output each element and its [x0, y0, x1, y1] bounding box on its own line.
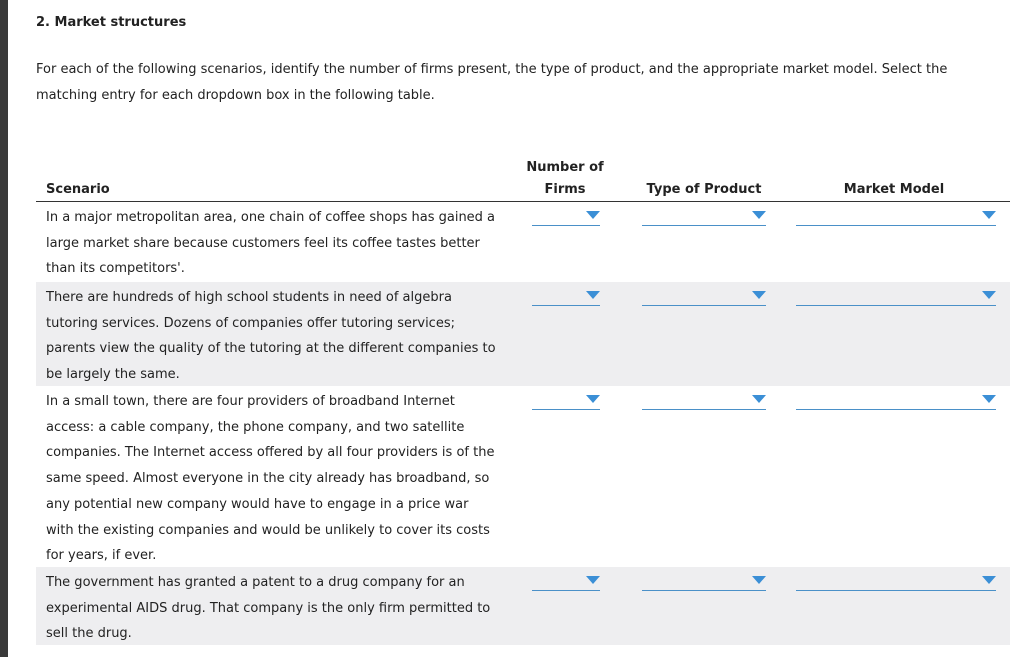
dropdown-arrow-icon[interactable] [752, 291, 766, 299]
dropdown-arrow-icon[interactable] [982, 291, 996, 299]
type-of-product-dropdown[interactable] [642, 391, 766, 410]
dropdown-arrow-icon[interactable] [752, 395, 766, 403]
header-type-of-product: Type of Product [646, 182, 762, 197]
dropdown-arrow-icon[interactable] [752, 211, 766, 219]
dropdown-arrow-icon[interactable] [586, 211, 600, 219]
dropdown-arrow-icon[interactable] [982, 211, 996, 219]
table-row [36, 202, 1010, 282]
question-instructions: For each of the following scenarios, identify the number of firms present, the type of product, and the appropriate market model. Select the matching entry for each dropdown box in the following table. [36, 62, 948, 103]
dropdown-arrow-icon[interactable] [752, 576, 766, 584]
scenario-text: There are hundreds of high school students in need of algebra tutoring services. Dozens of companies offer tutoring services; parents view the quality of the tutoring at the different companies to be largely the same. [46, 290, 496, 383]
type-of-product-dropdown[interactable] [642, 287, 766, 306]
dropdown-arrow-icon[interactable] [586, 291, 600, 299]
number-of-firms-dropdown[interactable] [532, 572, 600, 591]
header-number-of-firms-line2: Firms [544, 182, 586, 197]
number-of-firms-dropdown[interactable] [532, 391, 600, 410]
table-row [36, 282, 1010, 386]
dropdown-arrow-icon[interactable] [586, 395, 600, 403]
dropdown-arrow-icon[interactable] [982, 395, 996, 403]
market-model-dropdown[interactable] [796, 572, 996, 591]
market-model-dropdown[interactable] [796, 207, 996, 226]
number-of-firms-dropdown[interactable] [532, 207, 600, 226]
number-of-firms-dropdown[interactable] [532, 287, 600, 306]
table-row [36, 386, 1010, 567]
dropdown-arrow-icon[interactable] [982, 576, 996, 584]
dropdown-arrow-icon[interactable] [586, 576, 600, 584]
question-title: 2. Market structures [36, 15, 187, 30]
type-of-product-dropdown[interactable] [642, 572, 766, 591]
header-scenario: Scenario [46, 182, 110, 197]
market-model-dropdown[interactable] [796, 287, 996, 306]
header-market-model: Market Model [843, 182, 945, 197]
scenario-text: In a major metropolitan area, one chain of coffee shops has gained a large market share because customers feel its coffee tastes better than its competitors'. [46, 210, 496, 277]
header-number-of-firms-line1: Number of [526, 160, 604, 175]
table-row [36, 567, 1010, 645]
left-border-bar [0, 0, 8, 657]
scenario-text: The government has granted a patent to a drug company for an experimental AIDS drug. That company is the only firm permitted to sell the drug. [46, 575, 491, 642]
type-of-product-dropdown[interactable] [642, 207, 766, 226]
scenario-text: In a small town, there are four providers of broadband Internet access: a cable company, the phone company, and two satellite companies. The Internet access offered by all four providers is of the same speed. Almost everyone in the city already has broadband, so any potential new company would have to engage in a price war with the existing companies and would be unlikely to cover its costs for years, if ever. [46, 394, 495, 564]
market-model-dropdown[interactable] [796, 391, 996, 410]
